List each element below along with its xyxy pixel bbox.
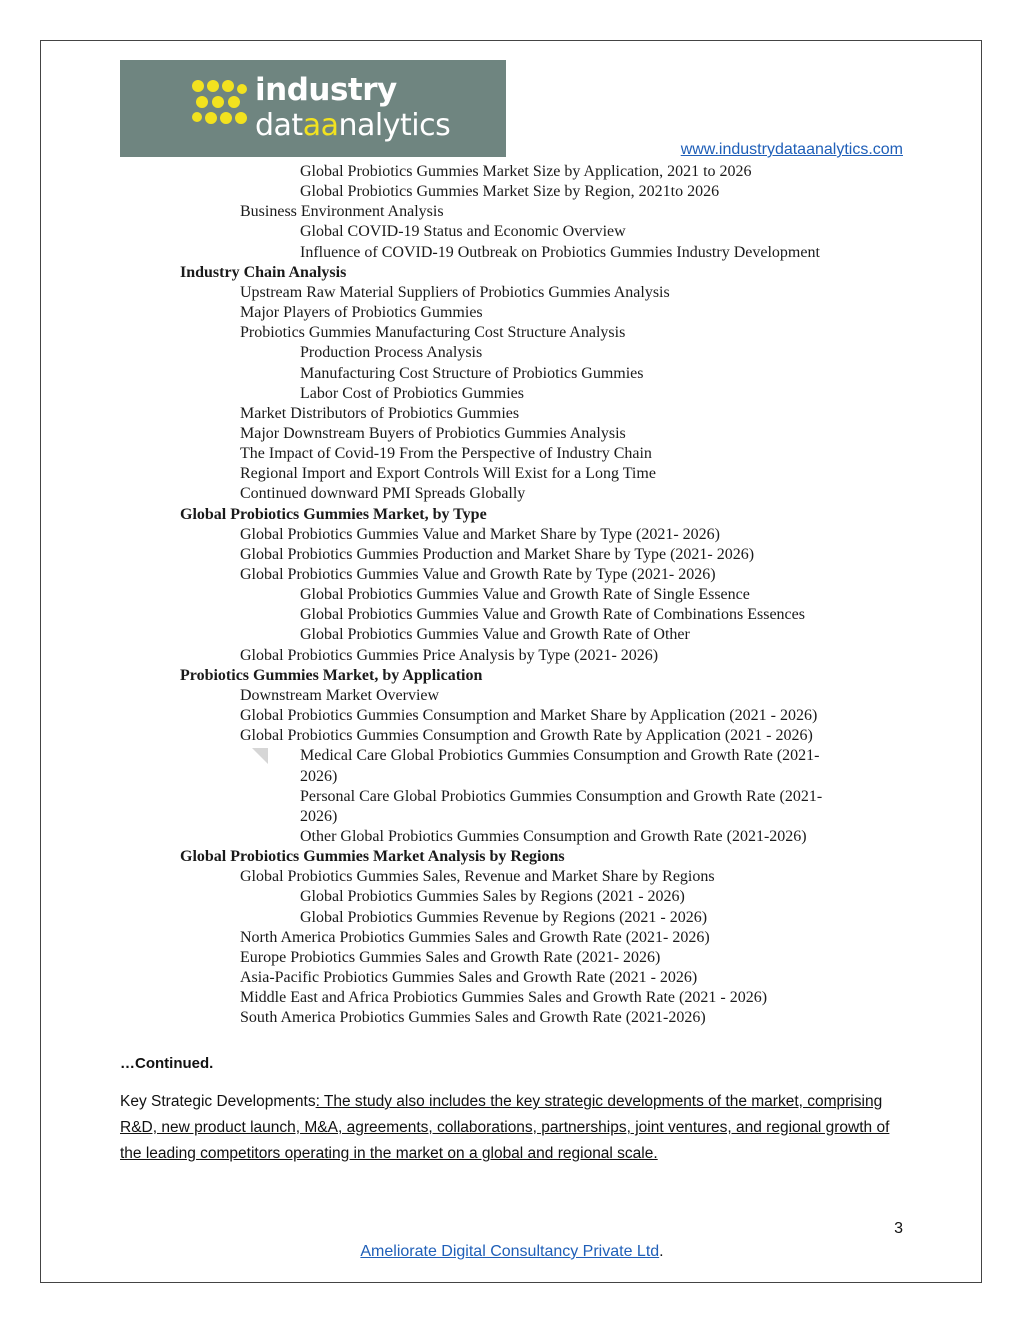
toc-item-text: Regional Import and Export Controls Will Exist for a Long Time [240, 465, 656, 483]
footer-suffix: . [659, 1243, 664, 1260]
footer [0, 1243, 1024, 1261]
toc-item-text: Influence of COVID-19 Outbreak on Probiotics Gummies Industry Development [300, 243, 820, 261]
toc-item-text: Global Probiotics Gummies Consumption and Growth Rate by Application (2021 - 2026) [240, 727, 813, 745]
toc-item-text: Global Probiotics Gummies Value and Growth Rate of Single Essence [300, 586, 750, 604]
toc-item-text: Global Probiotics Gummies Value and Market Share by Type (2021- 2026) [240, 525, 720, 543]
toc-item-text: Continued downward PMI Spreads Globally [240, 485, 526, 503]
toc-item-text: Global COVID-19 Status and Economic Overview [300, 223, 626, 241]
toc-item-text: Medical Care Global Probiotics Gummies Consumption and Growth Rate (2021- [300, 747, 820, 765]
strategic-label: Key Strategic Developments [120, 1093, 316, 1110]
toc-item-text: South America Probiotics Gummies Sales and Growth Rate (2021-2026) [240, 1009, 706, 1027]
toc-item-text: Asia-Pacific Probiotics Gummies Sales and Growth Rate (2021 - 2026) [240, 969, 698, 986]
toc-item-text: Global Probiotics Gummies Market Analysis by Regions [180, 848, 565, 866]
toc-item-text: Global Probiotics Gummies Price Analysis by Type (2021- 2026) [240, 646, 659, 664]
strategic-developments-paragraph [120, 1089, 900, 1167]
corner-fold-mark [252, 748, 268, 764]
toc-item-text: Europe Probiotics Gummies Sales and Growth Rate (2021- 2026) [240, 948, 661, 966]
toc-item-text: Downstream Market Overview [240, 686, 440, 704]
toc-item-text: Global Probiotics Gummies Value and Growth Rate by Type (2021- 2026) [240, 566, 716, 583]
toc-item-text: 2026) [300, 807, 338, 825]
footer-company-link[interactable]: Ameliorate Digital Consultancy Private Ltd [360, 1243, 660, 1260]
logo-text-industry: industry [255, 72, 397, 108]
toc-item-text: Global Probiotics Gummies Consumption and Market Share by Application (2021 - 2026) [240, 707, 818, 725]
toc-item-text: Major Downstream Buyers of Probiotics Gummies Analysis [240, 424, 626, 442]
toc-item-text: Global Probiotics Gummies Sales, Revenue and Market Share by Regions [240, 868, 715, 886]
toc-item-text: Other Global Probiotics Gummies Consumption and Growth Rate (2021-2026) [300, 827, 807, 845]
toc-item-text: Labor Cost of Probiotics Gummies [300, 384, 524, 402]
toc-item-text: Global Probiotics Gummies Market Size by Region, 2021to 2026 [300, 183, 720, 201]
logo-text-dataanalytics: dataanalytics [255, 108, 451, 143]
toc-item-text: Personal Care Global Probiotics Gummies Consumption and Growth Rate (2021- [300, 787, 823, 805]
toc-item-text: Business Environment Analysis [240, 203, 444, 221]
company-logo [120, 60, 506, 157]
toc-item-text: Upstream Raw Material Suppliers of Probiotics Gummies Analysis [240, 283, 670, 301]
toc-item-text: Production Process Analysis [300, 344, 483, 362]
toc-item-text: North America Probiotics Gummies Sales and Growth Rate (2021- 2026) [240, 928, 710, 946]
toc-item-text: Major Players of Probiotics Gummies [240, 304, 483, 322]
dots-logo-icon [192, 80, 248, 134]
toc-item-text: Industry Chain Analysis [180, 263, 347, 281]
website-link[interactable]: www.industrydataanalytics.com [680, 141, 903, 158]
toc-item-text: The Impact of Covid-19 From the Perspective of Industry Chain [240, 445, 652, 463]
toc-item-text: Global Probiotics Gummies Sales by Regions (2021 - 2026) [300, 888, 685, 906]
page-number: 3 [894, 1220, 903, 1237]
toc-item-text: Global Probiotics Gummies Revenue by Regions (2021 - 2026) [300, 908, 708, 926]
toc-item-text: Global Probiotics Gummies Market Size by Application, 2021 to 2026 [300, 163, 752, 180]
toc-item-text: Global Probiotics Gummies Value and Growth Rate of Combinations Essences [300, 606, 805, 624]
toc-item-text: Global Probiotics Gummies Value and Growth Rate of Other [300, 626, 690, 644]
toc-item-text: 2026) [300, 767, 338, 785]
toc-item-text: Market Distributors of Probiotics Gummies [240, 404, 520, 422]
toc-item-text: Middle East and Africa Probiotics Gummies Sales and Growth Rate (2021 - 2026) [240, 989, 768, 1007]
toc-item-text: Global Probiotics Gummies Market, by Type [180, 505, 487, 523]
continued-label: …Continued. [120, 1055, 214, 1072]
toc-item-text: Manufacturing Cost Structure of Probiotics Gummies [300, 364, 644, 382]
toc-item-text: Probiotics Gummies Manufacturing Cost Structure Analysis [240, 324, 626, 342]
toc-item-text: Global Probiotics Gummies Production and Market Share by Type (2021- 2026) [240, 545, 755, 563]
toc-item-text: Probiotics Gummies Market, by Application [180, 666, 483, 684]
strategic-text: : The study also includes the key strategic developments of the market, comprising R&D, new product launch, M&A, agreements, collaborations, partnerships, joint ventures, and regional growth of the leading competitors operating in the market on a global and regional scale. [120, 1093, 890, 1162]
